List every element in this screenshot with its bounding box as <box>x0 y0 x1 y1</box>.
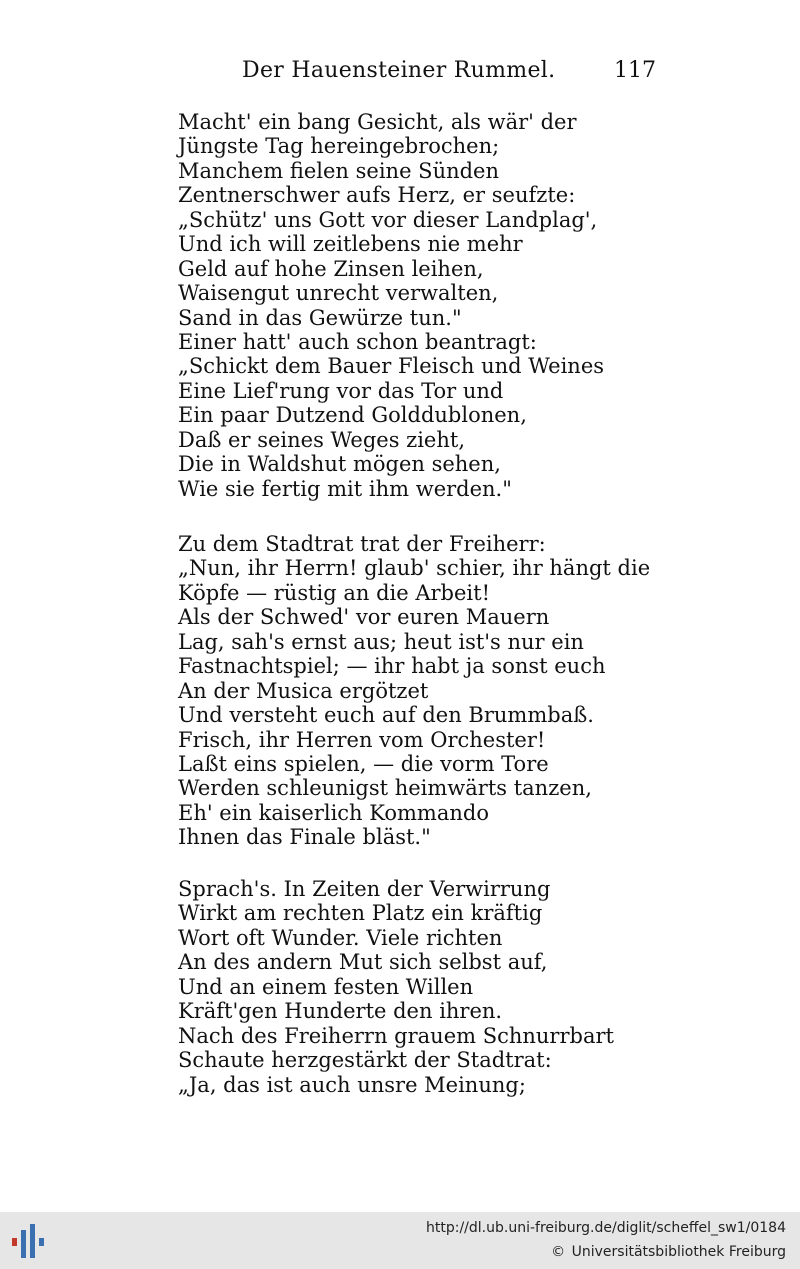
poem-line: Lag, sah's ernst aus; heut ist's nur ein <box>178 629 584 654</box>
poem-line: Werden schleunigst heimwärts tanzen, <box>178 776 592 801</box>
poem-line: Laßt eins spielen, — die vorm Tore <box>178 751 549 776</box>
copyright-notice <box>551 1244 786 1260</box>
poem-line: „Nun, ihr Herrn! glaub' schier, ihr hängt die <box>178 556 651 581</box>
document-url-link[interactable]: http://dl.ub.uni-freiburg.de/diglit/scheffel_sw1/0184 <box>426 1220 786 1236</box>
poem-line: An des andern Mut sich selbst auf, <box>178 950 548 975</box>
stanza-1 <box>178 110 738 501</box>
stanza-3 <box>178 877 738 1097</box>
copyright-holder: Universitätsbibliothek Freiburg <box>571 1244 786 1260</box>
poem-line: Ihnen das Finale bläst." <box>178 825 431 850</box>
viewer-footer <box>0 1212 800 1269</box>
poem-line: Sprach's. In Zeiten der Verwirrung <box>178 877 551 901</box>
poem-line: „Schickt dem Bauer Fleisch und Weines <box>178 354 605 379</box>
poem-line: Zu dem Stadtrat trat der Freiherr: <box>178 532 546 556</box>
poem-line: Und an einem festen Willen <box>178 974 474 999</box>
poem-line: Jüngste Tag hereingebrochen; <box>178 134 500 159</box>
poem-line: Manchem fielen seine Sünden <box>178 158 500 183</box>
poem-line: Waisengut unrecht verwalten, <box>178 281 499 306</box>
poem-line: Köpfe — rüstig an die Arbeit! <box>178 580 491 605</box>
copyright-symbol: © <box>551 1244 566 1260</box>
poem-line: Geld auf hohe Zinsen leihen, <box>178 256 484 281</box>
poem-line: Einer hatt' auch schon beantragt: <box>178 329 537 354</box>
poem-line: Wort oft Wunder. Viele richten <box>178 925 503 950</box>
poem-line: „Ja, das ist auch unsre Meinung; <box>178 1072 526 1097</box>
poem-line: „Schütz' uns Gott vor dieser Landplag', <box>178 207 598 232</box>
poem-line: Eine Lief'rung vor das Tor und <box>178 378 504 403</box>
stanza-2 <box>178 532 738 850</box>
poem-line: Eh' ein kaiserlich Kommando <box>178 800 489 825</box>
poem-line: Schaute herzgestärkt der Stadtrat: <box>178 1048 552 1073</box>
poem-line: Und ich will zeitlebens nie mehr <box>178 232 523 257</box>
page-number: 117 <box>614 58 656 83</box>
poem-line: Und versteht euch auf den Brummbaß. <box>178 703 594 728</box>
poem-line: An der Musica ergötzet <box>178 678 429 703</box>
poem-line: Nach des Freiherrn grauem Schnurrbart <box>178 1023 614 1048</box>
poem-line: Sand in das Gewürze tun." <box>178 305 462 330</box>
library-logo-icon <box>10 1220 50 1262</box>
poem-line: Wie sie fertig mit ihm werden." <box>178 476 512 501</box>
poem-line: Die in Waldshut mögen sehen, <box>178 452 501 477</box>
poem-line: Frisch, ihr Herren vom Orchester! <box>178 727 546 752</box>
poem-line: Fastnachtspiel; — ihr habt ja sonst euch <box>178 654 606 679</box>
page-header <box>0 58 800 92</box>
poem-line: Als der Schwed' vor euren Mauern <box>178 605 550 630</box>
poem-line: Kräft'gen Hunderte den ihren. <box>178 999 503 1024</box>
poem-line: Zentnerschwer aufs Herz, er seufzte: <box>178 183 576 208</box>
poem-line: Wirkt am rechten Platz ein kräftig <box>178 901 543 926</box>
poem-line: Daß er seines Weges zieht, <box>178 427 465 452</box>
poem-line: Ein paar Dutzend Golddublonen, <box>178 403 527 428</box>
poem-line: Macht' ein bang Gesicht, als wär' der <box>178 110 577 134</box>
running-title: Der Hauensteiner Rummel. <box>242 58 556 83</box>
